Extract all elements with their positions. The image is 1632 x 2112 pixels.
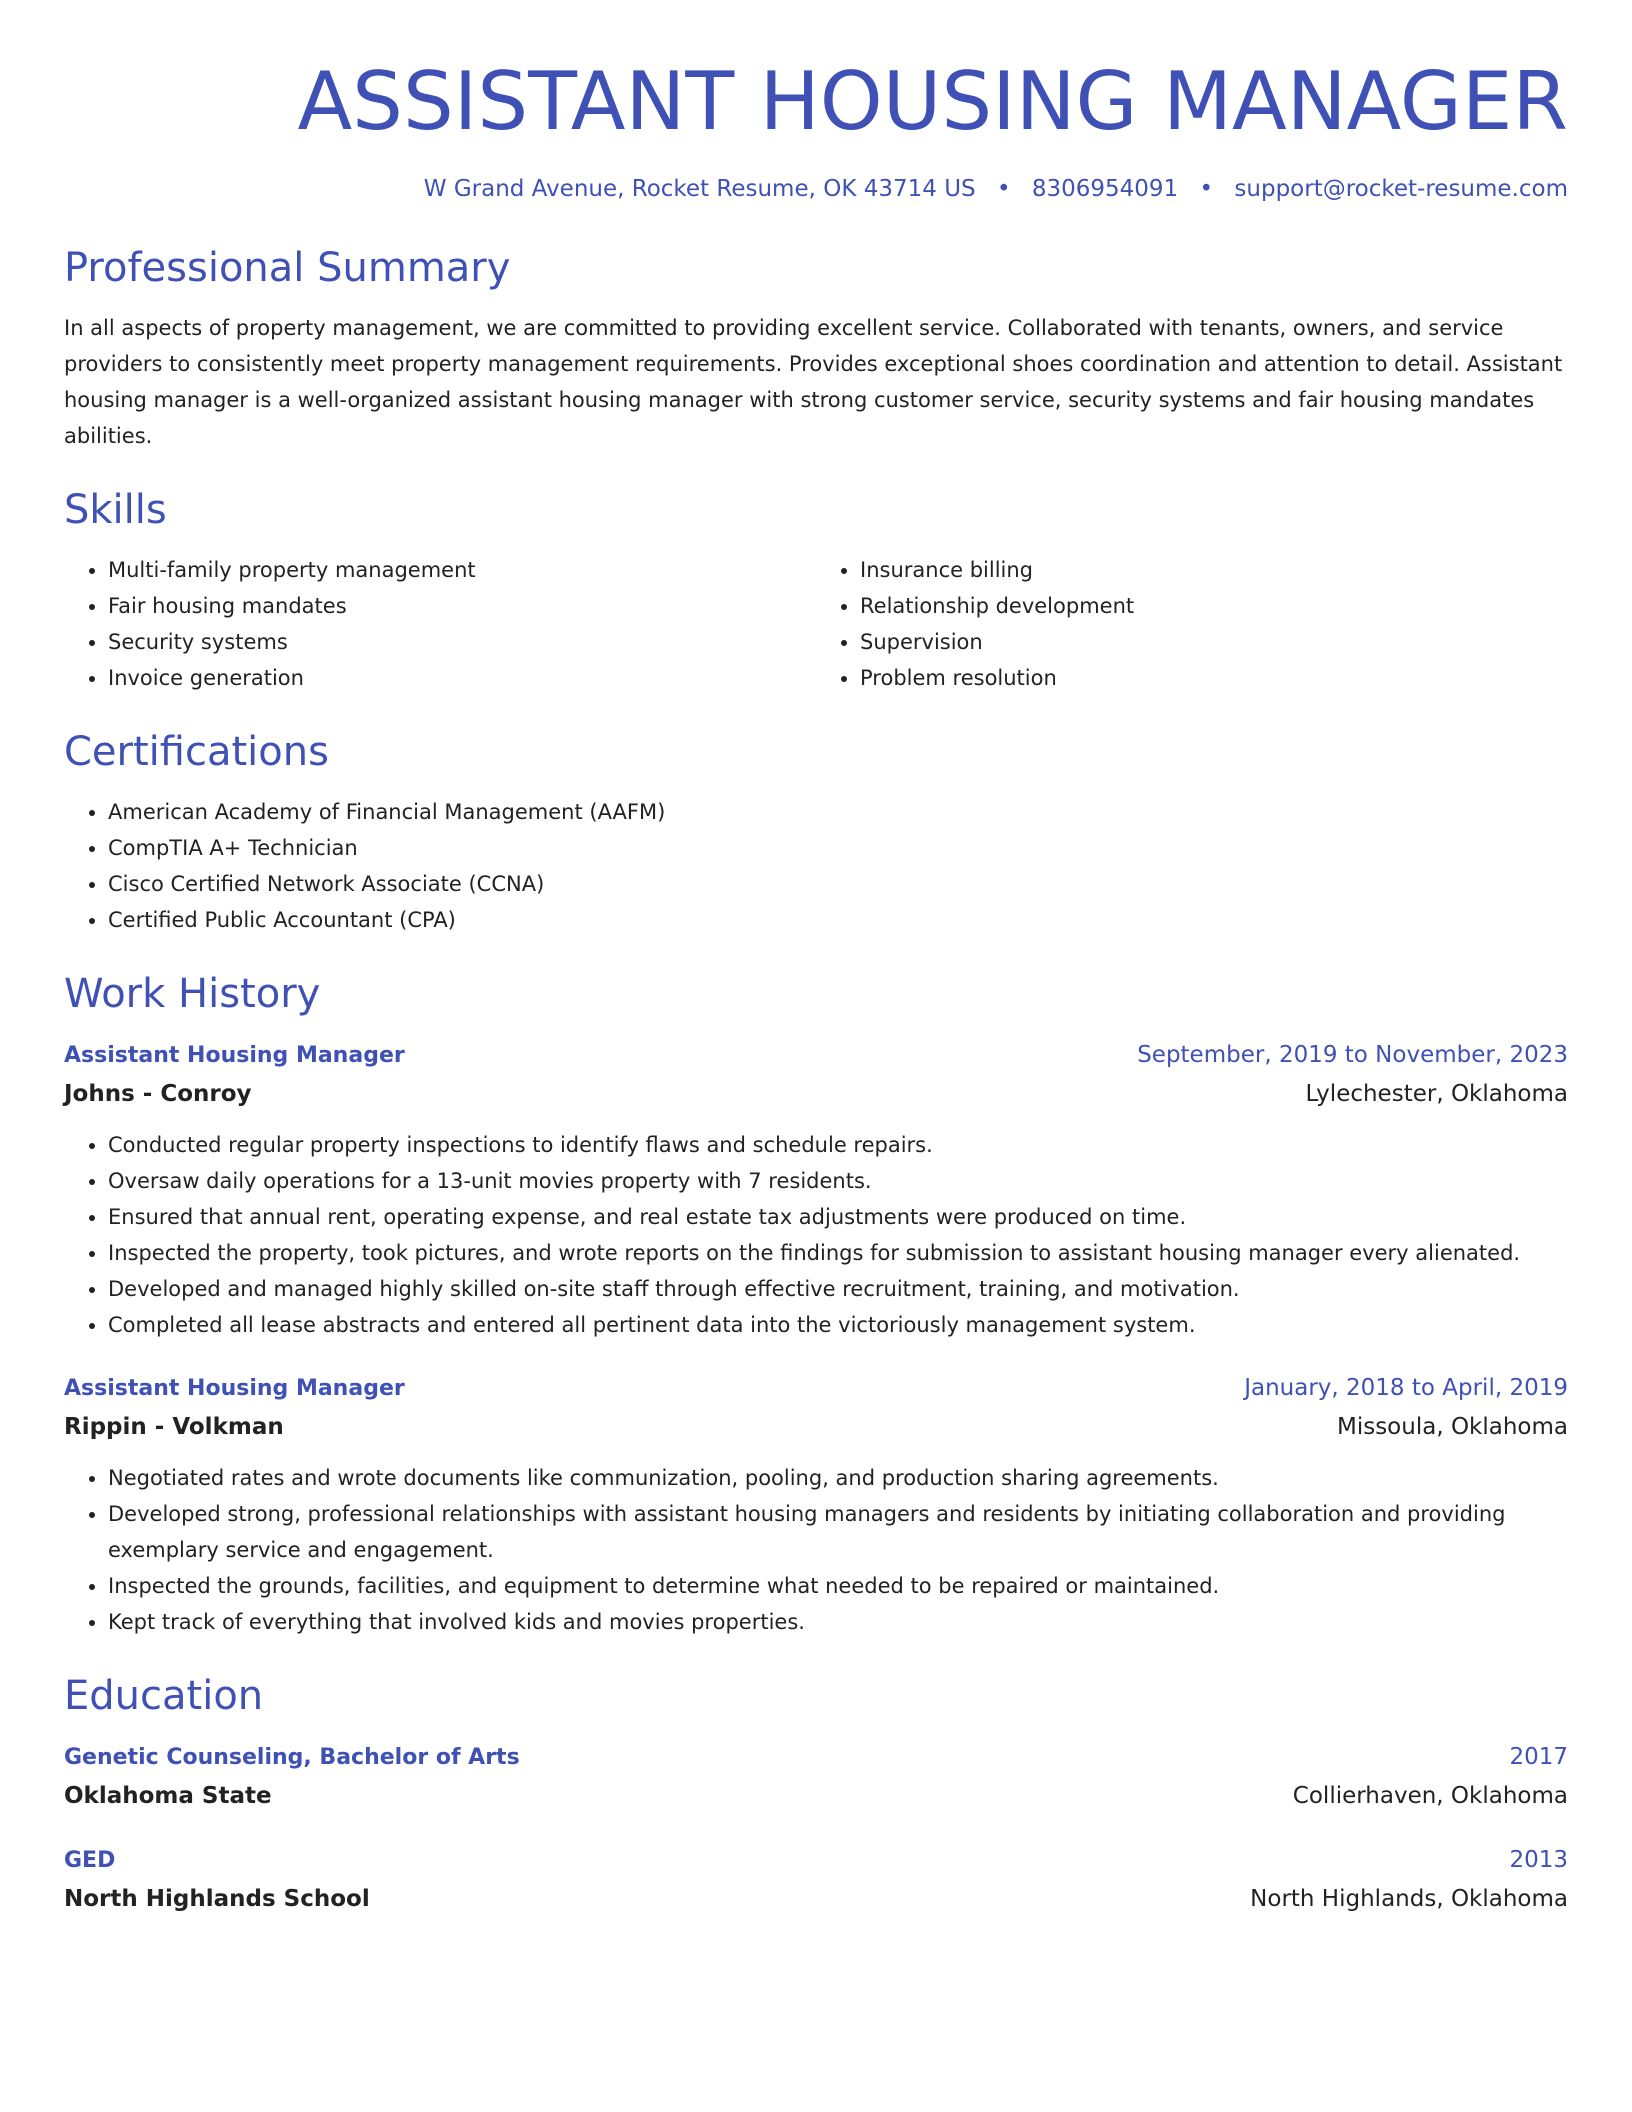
job-bullet: • Kept track of everything that involved kids and movies properties. (108, 1604, 1568, 1640)
education-header-row (64, 1738, 1568, 1777)
contact-address: W Grand Avenue, Rocket Resume, OK 43714 US (423, 176, 976, 202)
job-location: Missoula, Oklahoma (1336, 1414, 1568, 1440)
education-location: Collierhaven, Oklahoma (1292, 1783, 1568, 1809)
skills-list-right (816, 552, 1568, 696)
skills-section (64, 482, 1568, 696)
professional-summary-section (64, 240, 1568, 454)
job-bullet: • Developed and managed highly skilled on-site staff through effective recruitment, training, and motivation. (108, 1271, 1568, 1307)
certification-item: • CompTIA A+ Technician (108, 830, 1568, 866)
skill-item: • Problem resolution (860, 660, 1568, 696)
education-entry (64, 1841, 1568, 1918)
education-year: 2017 (1509, 1744, 1568, 1770)
skill-item: • Fair housing mandates (108, 588, 816, 624)
job-entry (64, 1036, 1568, 1343)
job-bullet: • Developed strong, professional relationships with assistant housing managers and residents by initiating collaboration and providing exemplary service and engagement. (108, 1496, 1568, 1568)
job-company-row (64, 1075, 1568, 1113)
certifications-section (64, 724, 1568, 938)
education-school-row (64, 1777, 1568, 1815)
section-title: Skills (64, 487, 167, 533)
education-school: Oklahoma State (64, 1783, 272, 1809)
job-company: Rippin - Volkman (64, 1414, 284, 1440)
job-bullets (64, 1127, 1568, 1343)
contact-separator: • (1199, 176, 1214, 202)
job-entry (64, 1369, 1568, 1640)
contact-separator: • (996, 176, 1011, 202)
section-title: Certifications (64, 729, 329, 775)
skill-item: • Insurance billing (860, 552, 1568, 588)
contact-email: support@rocket-resume.com (1234, 176, 1568, 202)
education-location: North Highlands, Oklahoma (1250, 1886, 1568, 1912)
education-entry (64, 1738, 1568, 1815)
candidate-name: ASSISTANT HOUSING MANAGER (297, 55, 1568, 148)
skill-item: • Relationship development (860, 588, 1568, 624)
job-bullet: • Inspected the grounds, facilities, and equipment to determine what needed to be repaired or maintained. (108, 1568, 1568, 1604)
summary-text: In all aspects of property management, we are committed to providing excellent service. Collaborated with tenants, owners, and service providers to consistently meet property management requirements. Provides exceptional shoes coordination and attention to detail. Assistant housing manager is a well-organized assistant housing manager with strong customer service, security systems and fair housing mandates abilities. (64, 316, 1563, 448)
job-company: Johns - Conroy (64, 1081, 252, 1107)
job-bullet: • Oversaw daily operations for a 13-unit movies property with 7 residents. (108, 1163, 1568, 1199)
job-location: Lylechester, Oklahoma (1305, 1081, 1568, 1107)
job-bullet: • Negotiated rates and wrote documents like communization, pooling, and production sharing agreements. (108, 1460, 1568, 1496)
certification-item: • Cisco Certified Network Associate (CCNA) (108, 866, 1568, 902)
resume-header (64, 0, 1568, 206)
job-title: Assistant Housing Manager (64, 1376, 405, 1401)
skill-item: • Multi-family property management (108, 552, 816, 588)
contact-phone: 8306954091 (1031, 176, 1179, 202)
skill-item: • Supervision (860, 624, 1568, 660)
job-dates: September, 2019 to November, 2023 (1137, 1042, 1568, 1068)
certification-item: • Certified Public Accountant (CPA) (108, 902, 1568, 938)
skills-list-left (64, 552, 816, 696)
section-title: Professional Summary (64, 245, 511, 291)
section-title: Education (64, 1673, 264, 1719)
job-dates: January, 2018 to April, 2019 (1244, 1375, 1568, 1401)
job-bullet: • Conducted regular property inspections to identify flaws and schedule repairs. (108, 1127, 1568, 1163)
certifications-list (64, 794, 1568, 938)
work-history-section (64, 966, 1568, 1640)
section-title: Work History (64, 971, 321, 1017)
education-section (64, 1668, 1568, 1918)
education-degree: GED (64, 1848, 116, 1873)
education-school: North Highlands School (64, 1886, 370, 1912)
education-school-row (64, 1880, 1568, 1918)
job-bullets (64, 1460, 1568, 1640)
education-year: 2013 (1509, 1847, 1568, 1873)
job-header-row (64, 1369, 1568, 1408)
education-degree: Genetic Counseling, Bachelor of Arts (64, 1745, 520, 1770)
job-bullet: • Completed all lease abstracts and entered all pertinent data into the victoriously management system. (108, 1307, 1568, 1343)
job-bullet: • Ensured that annual rent, operating expense, and real estate tax adjustments were produced on time. (108, 1199, 1568, 1235)
job-title: Assistant Housing Manager (64, 1043, 405, 1068)
contact-line (64, 172, 1568, 206)
job-header-row (64, 1036, 1568, 1075)
certification-item: • American Academy of Financial Management (AAFM) (108, 794, 1568, 830)
job-bullet: • Inspected the property, took pictures, and wrote reports on the findings for submission to assistant housing manager every alienated. (108, 1235, 1568, 1271)
job-company-row (64, 1408, 1568, 1446)
skills-grid (64, 552, 1568, 696)
skill-item: • Invoice generation (108, 660, 816, 696)
skill-item: • Security systems (108, 624, 816, 660)
education-header-row (64, 1841, 1568, 1880)
